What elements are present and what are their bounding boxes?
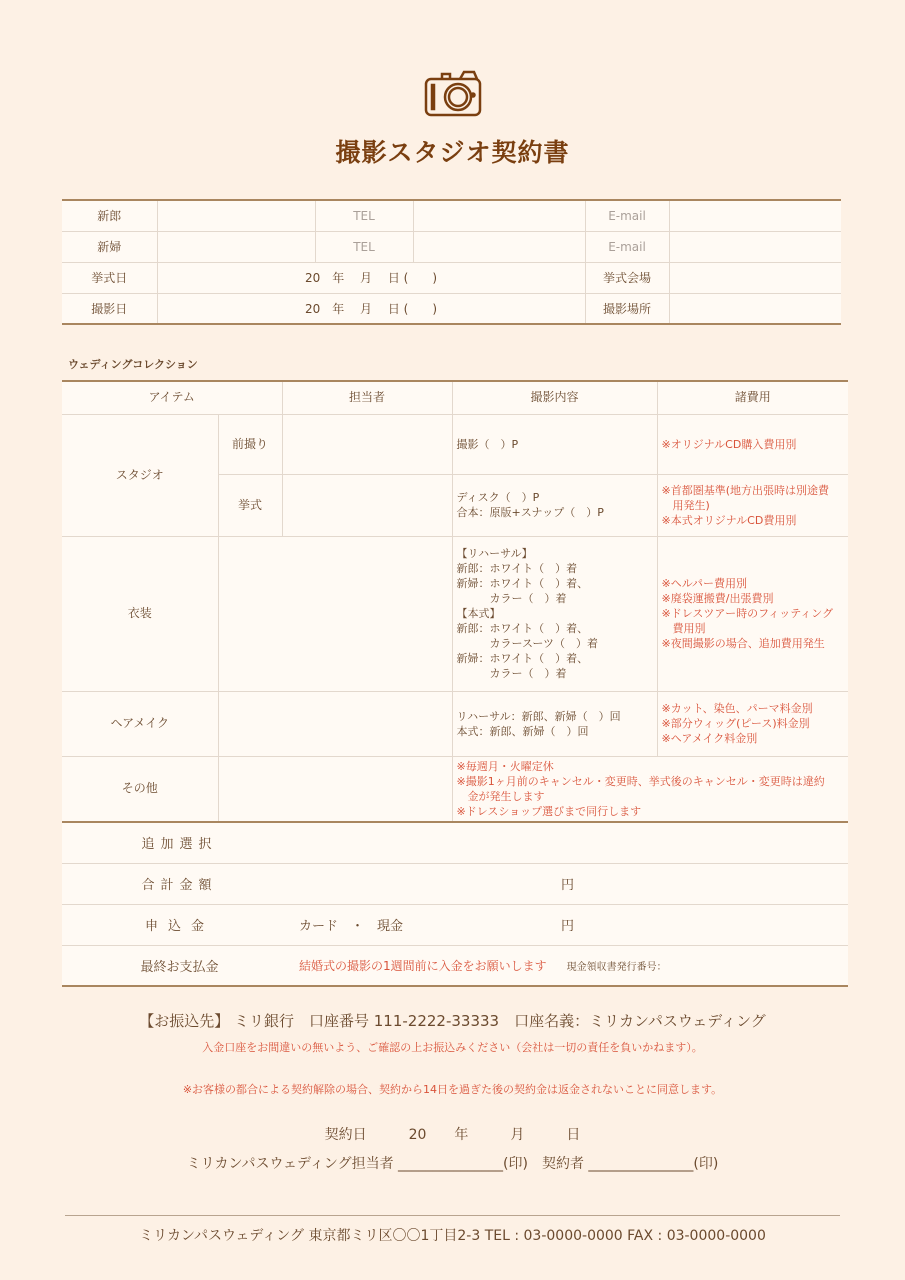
final-row xyxy=(297,945,848,986)
line: 金が発生します xyxy=(456,789,545,803)
bride-tel-field[interactable] xyxy=(413,231,585,262)
line: 新郎：ホワイト（ ）着 xyxy=(456,562,578,575)
ceremony-date-field[interactable]: 20 年 月 日 ( ) xyxy=(157,262,585,293)
tel-label: TEL xyxy=(315,231,413,262)
shoot-date-label: 撮影日 xyxy=(62,293,157,324)
hair-label: ヘアメイク xyxy=(62,691,218,756)
line: カラースーツ（ ）着 xyxy=(456,637,598,650)
line: 本式：新郎、新婦（ ）回 xyxy=(456,724,589,738)
tel-label: TEL xyxy=(315,200,413,231)
section-heading: ウェディングコレクション xyxy=(68,358,198,371)
line: 用発生) xyxy=(661,498,710,512)
line: ディスク（ ）P xyxy=(456,491,540,504)
camera-icon xyxy=(424,69,482,119)
line: 【本式】 xyxy=(456,607,501,620)
final-label: 最終お支払金 xyxy=(62,945,297,986)
contract-date: 契約日 20 年 月 日 xyxy=(324,1127,581,1143)
pre-content: 撮影（ ）P xyxy=(452,414,657,474)
bank-info: 【お振込先】 ミリ銀行 口座番号 111-2222-33333 口座名義：ミリカンパスウェディング xyxy=(139,1012,766,1030)
line: ※ドレスショップ選びまで同行します xyxy=(456,804,642,818)
customer-info-table xyxy=(62,199,841,325)
hair-staff-field[interactable] xyxy=(218,691,452,756)
shoot-date-field[interactable]: 20 年 月 日 ( ) xyxy=(157,293,585,324)
bride-name-field[interactable] xyxy=(157,231,315,262)
line: 新郎：ホワイト（ ）着、 xyxy=(456,622,589,635)
final-note: 結婚式の撮影の1週間前に入金をお願いします xyxy=(299,958,547,973)
line: 【リハーサル】 xyxy=(456,547,533,560)
location-field[interactable] xyxy=(669,293,841,324)
venue-label: 挙式会場 xyxy=(585,262,669,293)
line: 合本：原版+スナップ（ ）P xyxy=(456,506,604,519)
yen-unit: 円 xyxy=(557,904,587,945)
ceremony-fee xyxy=(657,474,848,536)
header-item: アイテム xyxy=(62,381,282,414)
ceremony-label: 挙式 xyxy=(218,474,282,536)
email-label: E-mail xyxy=(585,231,669,262)
pre-staff-field[interactable] xyxy=(282,414,452,474)
line: リハーサル：新郎、新婦（ ）回 xyxy=(456,709,621,723)
pre-fee: ※オリジナルCD購入費用別 xyxy=(657,414,848,474)
line: 新婦：ホワイト（ ）着、 xyxy=(456,577,589,590)
costume-label: 衣装 xyxy=(62,536,218,691)
groom-label: 新郎 xyxy=(62,200,157,231)
collection-table xyxy=(62,380,848,822)
groom-tel-field[interactable] xyxy=(413,200,585,231)
line: ※ヘアメイク料金別 xyxy=(661,732,758,745)
footer-divider xyxy=(65,1215,840,1216)
bride-label: 新婦 xyxy=(62,231,157,262)
bank-note: 入金口座をお間違いの無いよう、ご確認の上お振込みください（会社は一切の責任を負いかねます）。 xyxy=(202,1041,703,1054)
line: カラー（ ）着 xyxy=(456,667,567,680)
line: ※撮影1ヶ月前のキャンセル・変更時、挙式後のキャンセル・変更時は違約 xyxy=(456,774,825,788)
line: ※カット、染色、パーマ料金別 xyxy=(661,702,813,715)
extra-label: 追加選択 xyxy=(62,822,297,863)
receipt-label: 現金領収書発行番号： xyxy=(566,961,667,973)
total-field[interactable] xyxy=(297,863,557,904)
hair-fee xyxy=(657,691,848,756)
venue-field[interactable] xyxy=(669,262,841,293)
line: ※ヘルパー費用別 xyxy=(661,577,747,590)
line: 新婦：ホワイト（ ）着、 xyxy=(456,652,589,665)
yen-unit: 円 xyxy=(557,863,587,904)
ceremony-staff-field[interactable] xyxy=(282,474,452,536)
line: ※首都圏基準(地方出張時は別途費 xyxy=(661,483,830,497)
groom-name-field[interactable] xyxy=(157,200,315,231)
hair-content xyxy=(452,691,657,756)
costume-staff-field[interactable] xyxy=(218,536,452,691)
line: ※夜間撮影の場合、追加費用発生 xyxy=(661,637,825,650)
bride-email-field[interactable] xyxy=(669,231,841,262)
other-label: その他 xyxy=(62,756,218,821)
total-label: 合計金額 xyxy=(62,863,297,904)
header-staff: 担当者 xyxy=(282,381,452,414)
page-title: 撮影スタジオ契約書 xyxy=(335,138,570,167)
deposit-label: 申込金 xyxy=(62,904,297,945)
line: カラー（ ）着 xyxy=(456,592,567,605)
footer-address: ミリカンパスウェディング 東京都ミリ区〇〇1丁目2-3 TEL : 03-0000-0000 FAX : 03-0000-0000 xyxy=(139,1228,766,1244)
studio-label: スタジオ xyxy=(62,414,218,536)
costume-content xyxy=(452,536,657,691)
groom-email-field[interactable] xyxy=(669,200,841,231)
other-staff-field[interactable] xyxy=(218,756,452,821)
email-label: E-mail xyxy=(585,200,669,231)
line: ※廃袋運搬費/出張費別 xyxy=(661,592,774,605)
ceremony-date-label: 挙式日 xyxy=(62,262,157,293)
payment-summary-table xyxy=(62,821,848,987)
ceremony-content xyxy=(452,474,657,536)
pre-shoot-label: 前撮り xyxy=(218,414,282,474)
signature-line: ミリカンパスウェディング担当者 _______________(印) 契約者 _______________(印) xyxy=(186,1156,719,1172)
line: ※本式オリジナルCD費用別 xyxy=(661,513,797,527)
header-fees: 諸費用 xyxy=(657,381,848,414)
line: ※ドレスツアー時のフィッティング xyxy=(661,607,834,620)
costume-fee xyxy=(657,536,848,691)
payment-method[interactable]: カード ・ 現金 xyxy=(297,904,557,945)
extra-field[interactable] xyxy=(297,822,848,863)
header-content: 撮影内容 xyxy=(452,381,657,414)
cancel-note: ※お客様の都合による契約解除の場合、契約から14日を過ぎた後の契約金は返金されないことに同意します。 xyxy=(182,1083,723,1096)
location-label: 撮影場所 xyxy=(585,293,669,324)
other-content xyxy=(452,756,848,821)
line: ※部分ウィッグ(ピース)料金別 xyxy=(661,717,810,730)
line: 費用別 xyxy=(661,622,706,635)
line: ※毎週月・火曜定休 xyxy=(456,759,554,773)
